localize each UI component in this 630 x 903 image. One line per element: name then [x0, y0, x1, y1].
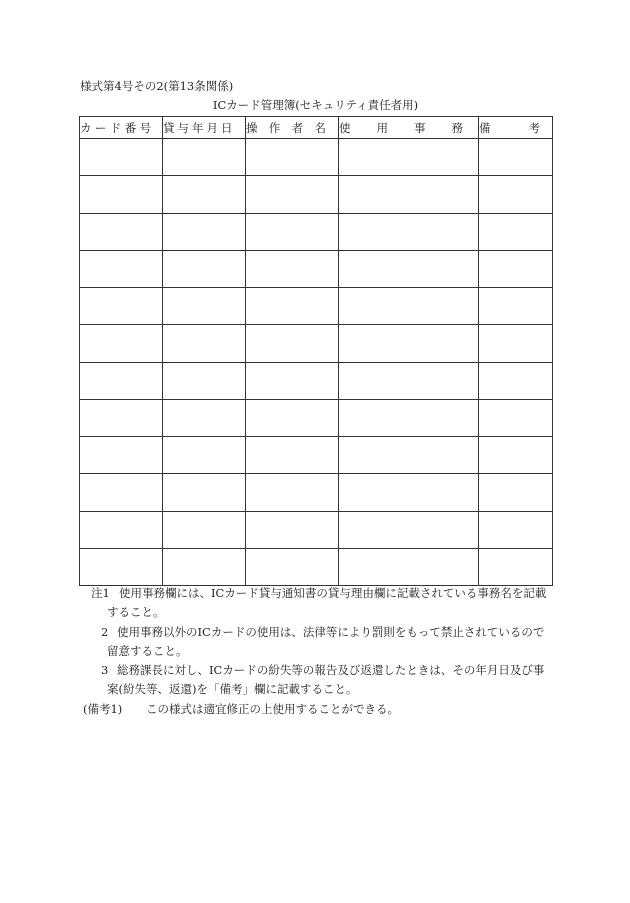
- cell-assigned-duty: [339, 139, 479, 176]
- note-label: 注1: [91, 586, 110, 600]
- remark-text: この様式は適宜修正の上使用することができる。: [146, 701, 399, 716]
- table-body: [80, 139, 553, 586]
- cell-lending-date: [163, 288, 246, 325]
- cell-card-number: [80, 325, 163, 362]
- note-label: 2: [101, 624, 109, 639]
- cell-lending-date: [163, 548, 246, 585]
- cell-remarks: [479, 511, 553, 548]
- note-label: 3: [101, 663, 109, 678]
- cell-assigned-duty: [339, 288, 479, 325]
- cell-operator-name: [246, 288, 339, 325]
- header-assigned-duty: 使用事務: [339, 117, 479, 139]
- cell-lending-date: [163, 437, 246, 474]
- table-row: [80, 139, 553, 176]
- header-remarks: 備考: [479, 117, 553, 139]
- table-row: [80, 548, 553, 585]
- cell-operator-name: [246, 399, 339, 436]
- note-continuation: すること。: [107, 605, 165, 620]
- table-header-row: [80, 117, 553, 139]
- cell-remarks: [479, 325, 553, 362]
- note-2: [79, 623, 559, 662]
- cell-card-number: [80, 362, 163, 399]
- note-continuation: 案(紛失等、返還)を「備考」欄に記載すること。: [107, 682, 358, 697]
- table-row: [80, 362, 553, 399]
- cell-lending-date: [163, 250, 246, 287]
- cell-lending-date: [163, 325, 246, 362]
- remark: [79, 700, 559, 719]
- notes: [79, 584, 559, 719]
- cell-remarks: [479, 548, 553, 585]
- cell-remarks: [479, 250, 553, 287]
- cell-assigned-duty: [339, 399, 479, 436]
- header-operator-name: 操作者名: [246, 117, 339, 139]
- note-continuation: 留意すること。: [107, 643, 188, 658]
- table-row: [80, 511, 553, 548]
- table-row: [80, 399, 553, 436]
- cell-assigned-duty: [339, 511, 479, 548]
- cell-card-number: [80, 474, 163, 511]
- cell-card-number: [80, 176, 163, 213]
- cell-assigned-duty: [339, 213, 479, 250]
- cell-lending-date: [163, 213, 246, 250]
- cell-operator-name: [246, 213, 339, 250]
- cell-operator-name: [246, 474, 339, 511]
- cell-operator-name: [246, 139, 339, 176]
- cell-remarks: [479, 437, 553, 474]
- note-line: [79, 623, 559, 642]
- cell-assigned-duty: [339, 548, 479, 585]
- cell-card-number: [80, 213, 163, 250]
- table-row: [80, 474, 553, 511]
- note-3: [79, 661, 559, 700]
- cell-card-number: [80, 288, 163, 325]
- cell-lending-date: [163, 511, 246, 548]
- cell-operator-name: [246, 325, 339, 362]
- cell-card-number: [80, 511, 163, 548]
- document-title: ICカード管理簿(セキュリティ責任者用): [212, 98, 419, 112]
- cell-remarks: [479, 362, 553, 399]
- cell-operator-name: [246, 511, 339, 548]
- cell-assigned-duty: [339, 474, 479, 511]
- cell-assigned-duty: [339, 250, 479, 287]
- cell-operator-name: [246, 548, 339, 585]
- cell-remarks: [479, 176, 553, 213]
- cell-card-number: [80, 139, 163, 176]
- cell-operator-name: [246, 176, 339, 213]
- cell-remarks: [479, 288, 553, 325]
- cell-lending-date: [163, 474, 246, 511]
- note-1: [79, 584, 559, 623]
- table-row: [80, 250, 553, 287]
- cell-remarks: [479, 399, 553, 436]
- cell-card-number: [80, 399, 163, 436]
- header-card-number: カード番号: [80, 117, 163, 139]
- note-line: [79, 661, 559, 680]
- note-line: [79, 584, 559, 603]
- cell-card-number: [80, 250, 163, 287]
- cell-remarks: [479, 139, 553, 176]
- table-row: [80, 325, 553, 362]
- table-row: [80, 176, 553, 213]
- form-number: 様式第4号その2(第13条関係): [80, 79, 234, 93]
- cell-assigned-duty: [339, 325, 479, 362]
- cell-operator-name: [246, 362, 339, 399]
- table-row: [80, 437, 553, 474]
- cell-lending-date: [163, 139, 246, 176]
- cell-lending-date: [163, 362, 246, 399]
- table-row: [80, 213, 553, 250]
- cell-card-number: [80, 548, 163, 585]
- cell-remarks: [479, 213, 553, 250]
- note-text: 使用事務欄には、ICカード貸与通知書の貸与理由欄に記載されている事務名を記載: [119, 586, 547, 600]
- cell-card-number: [80, 437, 163, 474]
- cell-lending-date: [163, 176, 246, 213]
- remark-label: (備考1): [83, 701, 123, 716]
- cell-assigned-duty: [339, 176, 479, 213]
- cell-remarks: [479, 474, 553, 511]
- table-row: [80, 288, 553, 325]
- ic-card-register-table: [79, 116, 578, 586]
- cell-assigned-duty: [339, 362, 479, 399]
- note-text: 総務課長に対し、ICカードの紛失等の報告及び返還したときは、その年月日及び事: [117, 663, 545, 678]
- cell-operator-name: [246, 250, 339, 287]
- cell-lending-date: [163, 399, 246, 436]
- header-lending-date: 貸与年月日: [163, 117, 246, 139]
- note-text: 使用事務以外のICカードの使用は、法律等により罰則をもって禁止されているので: [117, 624, 545, 639]
- cell-operator-name: [246, 437, 339, 474]
- cell-assigned-duty: [339, 437, 479, 474]
